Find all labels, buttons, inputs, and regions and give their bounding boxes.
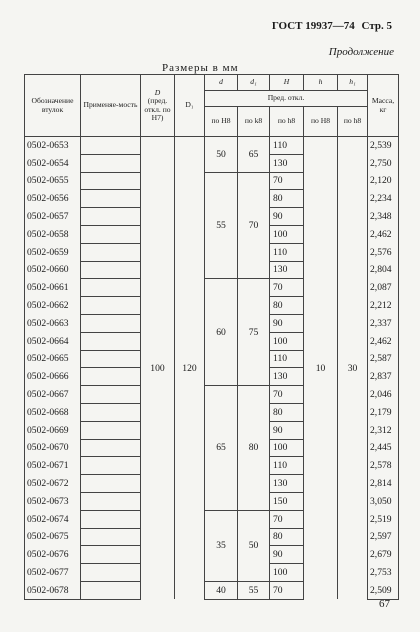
designation-cell: 0502-0653 bbox=[25, 137, 81, 155]
h1-cell: 30 bbox=[338, 137, 368, 600]
designation-cell: 0502-0677 bbox=[25, 564, 81, 582]
designation-cell: 0502-0675 bbox=[25, 528, 81, 546]
designation-cell: 0502-0658 bbox=[25, 225, 81, 243]
page-number: 67 bbox=[379, 598, 390, 610]
d-cell: 55 bbox=[205, 172, 238, 279]
col-d1: d₁ bbox=[238, 75, 270, 91]
application-cell bbox=[81, 581, 141, 599]
d1-cell: 65 bbox=[238, 137, 270, 173]
mass-cell: 2,462 bbox=[368, 332, 399, 350]
application-cell bbox=[81, 208, 141, 226]
tolerance-header: Пред. откл. bbox=[205, 91, 368, 107]
D1-cell: 120 bbox=[175, 137, 205, 600]
application-cell bbox=[81, 332, 141, 350]
H-cell: 80 bbox=[270, 297, 304, 315]
dimensions-table-wrap bbox=[24, 74, 398, 600]
H-cell: 70 bbox=[270, 279, 304, 297]
col-designation: Обозначение втулок bbox=[25, 75, 81, 137]
mass-cell: 2,750 bbox=[368, 154, 399, 172]
application-cell bbox=[81, 154, 141, 172]
col-h: h bbox=[304, 75, 338, 91]
designation-cell: 0502-0674 bbox=[25, 510, 81, 528]
H-cell: 90 bbox=[270, 421, 304, 439]
mass-cell: 2,539 bbox=[368, 137, 399, 155]
H-cell: 90 bbox=[270, 546, 304, 564]
d1-cell: 70 bbox=[238, 172, 270, 279]
application-cell bbox=[81, 137, 141, 155]
page-label: Стр. 5 bbox=[361, 20, 392, 32]
H-cell: 70 bbox=[270, 172, 304, 190]
mass-cell: 2,179 bbox=[368, 403, 399, 421]
H-cell: 130 bbox=[270, 261, 304, 279]
H-cell: 110 bbox=[270, 243, 304, 261]
units-caption: Размеры в мм bbox=[162, 62, 239, 74]
H-cell: 130 bbox=[270, 475, 304, 493]
designation-cell: 0502-0670 bbox=[25, 439, 81, 457]
application-cell bbox=[81, 225, 141, 243]
d-cell: 60 bbox=[205, 279, 238, 386]
table-row bbox=[25, 137, 399, 155]
application-cell bbox=[81, 368, 141, 386]
mass-cell: 2,120 bbox=[368, 172, 399, 190]
application-cell bbox=[81, 350, 141, 368]
mass-cell: 2,679 bbox=[368, 546, 399, 564]
mass-cell: 2,814 bbox=[368, 475, 399, 493]
designation-cell: 0502-0660 bbox=[25, 261, 81, 279]
H-cell: 70 bbox=[270, 581, 304, 599]
col-D-symbol: D bbox=[154, 87, 161, 97]
application-cell bbox=[81, 528, 141, 546]
designation-cell: 0502-0654 bbox=[25, 154, 81, 172]
H-cell: 70 bbox=[270, 386, 304, 404]
application-cell bbox=[81, 243, 141, 261]
mass-cell: 2,753 bbox=[368, 564, 399, 582]
H-cell: 100 bbox=[270, 439, 304, 457]
h-cell: 10 bbox=[304, 137, 338, 600]
mass-cell: 2,445 bbox=[368, 439, 399, 457]
application-cell bbox=[81, 261, 141, 279]
designation-cell: 0502-0671 bbox=[25, 457, 81, 475]
tol-H: по h8 bbox=[270, 107, 304, 137]
H-cell: 90 bbox=[270, 208, 304, 226]
tol-d: по H8 bbox=[205, 107, 238, 137]
mass-cell: 2,587 bbox=[368, 350, 399, 368]
mass-cell: 3,050 bbox=[368, 492, 399, 510]
designation-cell: 0502-0655 bbox=[25, 172, 81, 190]
application-cell bbox=[81, 279, 141, 297]
mass-cell: 2,462 bbox=[368, 225, 399, 243]
application-cell bbox=[81, 421, 141, 439]
designation-cell: 0502-0668 bbox=[25, 403, 81, 421]
mass-cell: 2,519 bbox=[368, 510, 399, 528]
col-D1: D₁ bbox=[175, 75, 205, 137]
H-cell: 130 bbox=[270, 154, 304, 172]
application-cell bbox=[81, 492, 141, 510]
tol-h: по H8 bbox=[304, 107, 338, 137]
col-D-note: (пред. откл. по H7) bbox=[144, 96, 171, 122]
col-h1: h₁ bbox=[338, 75, 368, 91]
H-cell: 100 bbox=[270, 564, 304, 582]
H-cell: 100 bbox=[270, 332, 304, 350]
designation-cell: 0502-0672 bbox=[25, 475, 81, 493]
application-cell bbox=[81, 172, 141, 190]
H-cell: 80 bbox=[270, 403, 304, 421]
dimensions-table bbox=[24, 74, 399, 600]
D-cell: 100 bbox=[141, 137, 175, 600]
d1-cell: 75 bbox=[238, 279, 270, 386]
mass-cell: 2,234 bbox=[368, 190, 399, 208]
col-H: H bbox=[270, 75, 304, 91]
designation-cell: 0502-0659 bbox=[25, 243, 81, 261]
designation-cell: 0502-0667 bbox=[25, 386, 81, 404]
application-cell bbox=[81, 546, 141, 564]
application-cell bbox=[81, 457, 141, 475]
application-cell bbox=[81, 386, 141, 404]
designation-cell: 0502-0676 bbox=[25, 546, 81, 564]
table-body bbox=[25, 137, 399, 600]
application-cell bbox=[81, 475, 141, 493]
mass-cell: 2,087 bbox=[368, 279, 399, 297]
application-cell bbox=[81, 403, 141, 421]
application-cell bbox=[81, 439, 141, 457]
H-cell: 110 bbox=[270, 350, 304, 368]
d-cell: 65 bbox=[205, 386, 238, 511]
d-cell: 40 bbox=[205, 581, 238, 599]
designation-cell: 0502-0678 bbox=[25, 581, 81, 599]
application-cell bbox=[81, 297, 141, 315]
designation-cell: 0502-0657 bbox=[25, 208, 81, 226]
continuation-label: Продолжение bbox=[328, 46, 394, 58]
page-header bbox=[268, 20, 392, 32]
col-D bbox=[141, 75, 175, 137]
tol-d1: по k8 bbox=[238, 107, 270, 137]
mass-cell: 2,597 bbox=[368, 528, 399, 546]
application-cell bbox=[81, 190, 141, 208]
designation-cell: 0502-0662 bbox=[25, 297, 81, 315]
H-cell: 110 bbox=[270, 457, 304, 475]
d1-cell: 80 bbox=[238, 386, 270, 511]
H-cell: 150 bbox=[270, 492, 304, 510]
H-cell: 90 bbox=[270, 314, 304, 332]
designation-cell: 0502-0666 bbox=[25, 368, 81, 386]
mass-cell: 2,212 bbox=[368, 297, 399, 315]
H-cell: 80 bbox=[270, 190, 304, 208]
application-cell bbox=[81, 510, 141, 528]
mass-cell: 2,348 bbox=[368, 208, 399, 226]
designation-cell: 0502-0673 bbox=[25, 492, 81, 510]
d1-cell: 55 bbox=[238, 581, 270, 599]
col-d: d bbox=[205, 75, 238, 91]
application-cell bbox=[81, 314, 141, 332]
tol-h1: по h8 bbox=[338, 107, 368, 137]
designation-cell: 0502-0665 bbox=[25, 350, 81, 368]
designation-cell: 0502-0663 bbox=[25, 314, 81, 332]
standard-code: ГОСТ 19937—74 bbox=[271, 20, 355, 32]
H-cell: 130 bbox=[270, 368, 304, 386]
designation-cell: 0502-0669 bbox=[25, 421, 81, 439]
designation-cell: 0502-0656 bbox=[25, 190, 81, 208]
mass-cell: 2,576 bbox=[368, 243, 399, 261]
mass-cell: 2,509 bbox=[368, 581, 399, 599]
col-application: Применяе-мость bbox=[81, 75, 141, 137]
H-cell: 80 bbox=[270, 528, 304, 546]
mass-cell: 2,046 bbox=[368, 386, 399, 404]
mass-cell: 2,578 bbox=[368, 457, 399, 475]
mass-cell: 2,312 bbox=[368, 421, 399, 439]
application-cell bbox=[81, 564, 141, 582]
d1-cell: 50 bbox=[238, 510, 270, 581]
designation-cell: 0502-0661 bbox=[25, 279, 81, 297]
mass-cell: 2,837 bbox=[368, 368, 399, 386]
col-mass: Масса, кг bbox=[368, 75, 399, 137]
mass-cell: 2,804 bbox=[368, 261, 399, 279]
d-cell: 35 bbox=[205, 510, 238, 581]
mass-cell: 2,337 bbox=[368, 314, 399, 332]
d-cell: 50 bbox=[205, 137, 238, 173]
H-cell: 100 bbox=[270, 225, 304, 243]
H-cell: 110 bbox=[270, 137, 304, 155]
H-cell: 70 bbox=[270, 510, 304, 528]
designation-cell: 0502-0664 bbox=[25, 332, 81, 350]
